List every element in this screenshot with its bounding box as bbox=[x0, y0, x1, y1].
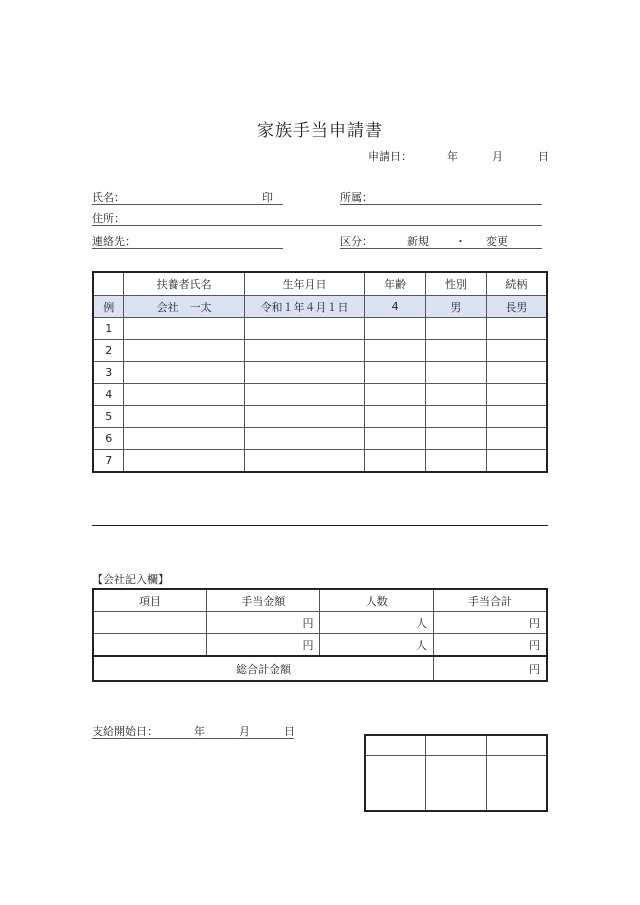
gender-cell[interactable] bbox=[426, 384, 487, 406]
stamp-header-cell[interactable] bbox=[365, 735, 426, 756]
table-row bbox=[93, 612, 547, 634]
amount-cell[interactable]: 円 bbox=[206, 634, 320, 657]
subtotal-cell[interactable]: 円 bbox=[433, 634, 547, 657]
dependent-name-cell[interactable] bbox=[124, 340, 244, 362]
item-cell[interactable] bbox=[93, 612, 206, 634]
item-cell[interactable] bbox=[93, 634, 206, 657]
stamp-header-cell[interactable] bbox=[426, 735, 487, 756]
birthdate-cell[interactable] bbox=[244, 318, 364, 340]
row-number: 3 bbox=[93, 362, 124, 384]
header-cell-gender: 性別 bbox=[426, 272, 487, 296]
stamp-header-cell[interactable] bbox=[486, 735, 547, 756]
application-date-month: 月 bbox=[492, 150, 503, 163]
contact-field[interactable] bbox=[92, 232, 283, 249]
affiliation-field[interactable] bbox=[340, 188, 542, 205]
row-number: 7 bbox=[93, 450, 124, 473]
dependents-header-row bbox=[93, 272, 547, 296]
birthdate-cell[interactable] bbox=[244, 428, 364, 450]
contact-label: 連絡先： bbox=[92, 235, 136, 248]
address-field[interactable] bbox=[92, 209, 542, 226]
relationship-cell[interactable] bbox=[486, 450, 547, 473]
table-row bbox=[93, 384, 547, 406]
gender-cell[interactable] bbox=[426, 318, 487, 340]
gender-cell[interactable] bbox=[426, 340, 487, 362]
document-title: 家族手当申請書 bbox=[257, 121, 383, 141]
row-number: 2 bbox=[93, 340, 124, 362]
dependent-name-cell[interactable] bbox=[124, 318, 244, 340]
application-date-year: 年 bbox=[447, 150, 458, 163]
dependents-table bbox=[92, 271, 548, 473]
dependent-name-cell[interactable] bbox=[124, 428, 244, 450]
birthdate-cell[interactable] bbox=[244, 362, 364, 384]
row-number: 6 bbox=[93, 428, 124, 450]
table-row bbox=[93, 362, 547, 384]
birthdate-cell[interactable] bbox=[244, 384, 364, 406]
company-section-label: 【会社記入欄】 bbox=[92, 573, 169, 586]
subtotal-cell[interactable]: 円 bbox=[433, 612, 547, 634]
age-cell[interactable] bbox=[365, 450, 426, 473]
stamp-cell[interactable] bbox=[426, 756, 487, 812]
company-table bbox=[92, 588, 548, 682]
relationship-cell[interactable] bbox=[486, 428, 547, 450]
table-row bbox=[93, 318, 547, 340]
affiliation-label: 所属： bbox=[340, 191, 373, 204]
grand-total-label: 総合計金額 bbox=[93, 656, 433, 681]
example-cell-birthdate: 令和１年４月１日 bbox=[244, 296, 364, 318]
relationship-cell[interactable] bbox=[486, 384, 547, 406]
age-cell[interactable] bbox=[365, 340, 426, 362]
row-number: 4 bbox=[93, 384, 124, 406]
grand-total-cell[interactable]: 円 bbox=[433, 656, 547, 681]
name-label: 氏名： bbox=[92, 191, 125, 204]
application-date-label: 申請日： bbox=[368, 150, 412, 163]
birthdate-cell[interactable] bbox=[244, 340, 364, 362]
seal-mark: 印 bbox=[262, 191, 273, 204]
stamp-header-row bbox=[365, 735, 547, 756]
age-cell[interactable] bbox=[365, 406, 426, 428]
amount-cell[interactable]: 円 bbox=[206, 612, 320, 634]
table-row bbox=[93, 634, 547, 657]
category-label: 区分： bbox=[340, 235, 373, 248]
category-field bbox=[340, 232, 542, 249]
grand-total-row bbox=[93, 656, 547, 681]
stamp-cell[interactable] bbox=[486, 756, 547, 812]
header-cell-headcount: 人数 bbox=[320, 589, 434, 612]
relationship-cell[interactable] bbox=[486, 340, 547, 362]
example-cell-name: 会社 一太 bbox=[124, 296, 244, 318]
relationship-cell[interactable] bbox=[486, 362, 547, 384]
gender-cell[interactable] bbox=[426, 428, 487, 450]
address-label: 住所： bbox=[92, 212, 125, 225]
section-divider bbox=[92, 525, 548, 526]
table-row bbox=[93, 428, 547, 450]
birthdate-cell[interactable] bbox=[244, 406, 364, 428]
row-number: 1 bbox=[93, 318, 124, 340]
example-cell-gender: 男 bbox=[426, 296, 487, 318]
relationship-cell[interactable] bbox=[486, 318, 547, 340]
age-cell[interactable] bbox=[365, 428, 426, 450]
example-row bbox=[93, 296, 547, 318]
header-cell-number bbox=[93, 272, 124, 296]
header-cell-allowance-amount: 手当金額 bbox=[206, 589, 320, 612]
header-cell-item: 項目 bbox=[93, 589, 206, 612]
dependent-name-cell[interactable] bbox=[124, 450, 244, 473]
dependent-name-cell[interactable] bbox=[124, 362, 244, 384]
header-cell-relationship: 続柄 bbox=[486, 272, 547, 296]
gender-cell[interactable] bbox=[426, 406, 487, 428]
dependent-name-cell[interactable] bbox=[124, 406, 244, 428]
age-cell[interactable] bbox=[365, 384, 426, 406]
payment-start-field[interactable] bbox=[92, 722, 294, 739]
category-new-option[interactable]: 新規 bbox=[407, 235, 429, 248]
birthdate-cell[interactable] bbox=[244, 450, 364, 473]
headcount-cell[interactable]: 人 bbox=[320, 634, 434, 657]
payment-start-year: 年 bbox=[194, 725, 205, 738]
gender-cell[interactable] bbox=[426, 450, 487, 473]
name-field[interactable] bbox=[92, 188, 283, 205]
header-cell-birthdate: 生年月日 bbox=[244, 272, 364, 296]
company-header-row bbox=[93, 589, 547, 612]
table-row bbox=[93, 340, 547, 362]
category-separator: ・ bbox=[455, 235, 466, 248]
example-cell-number: 例 bbox=[93, 296, 124, 318]
payment-start-month: 月 bbox=[239, 725, 250, 738]
headcount-cell[interactable]: 人 bbox=[320, 612, 434, 634]
header-cell-age: 年齢 bbox=[365, 272, 426, 296]
payment-start-day: 日 bbox=[284, 725, 295, 738]
row-number: 5 bbox=[93, 406, 124, 428]
application-date-day: 日 bbox=[538, 150, 549, 163]
age-cell[interactable] bbox=[365, 362, 426, 384]
gender-cell[interactable] bbox=[426, 362, 487, 384]
category-change-option[interactable]: 変更 bbox=[486, 235, 508, 248]
age-cell[interactable] bbox=[365, 318, 426, 340]
header-cell-dependent-name: 扶養者氏名 bbox=[124, 272, 244, 296]
header-cell-allowance-total: 手当合計 bbox=[433, 589, 547, 612]
relationship-cell[interactable] bbox=[486, 406, 547, 428]
payment-start-label: 支給開始日： bbox=[92, 725, 158, 738]
example-cell-age: 4 bbox=[365, 296, 426, 318]
table-row bbox=[93, 406, 547, 428]
example-cell-relationship: 長男 bbox=[486, 296, 547, 318]
table-row bbox=[93, 450, 547, 473]
dependent-name-cell[interactable] bbox=[124, 384, 244, 406]
approval-stamp-table bbox=[364, 734, 548, 812]
stamp-row bbox=[365, 756, 547, 812]
stamp-cell[interactable] bbox=[365, 756, 426, 812]
